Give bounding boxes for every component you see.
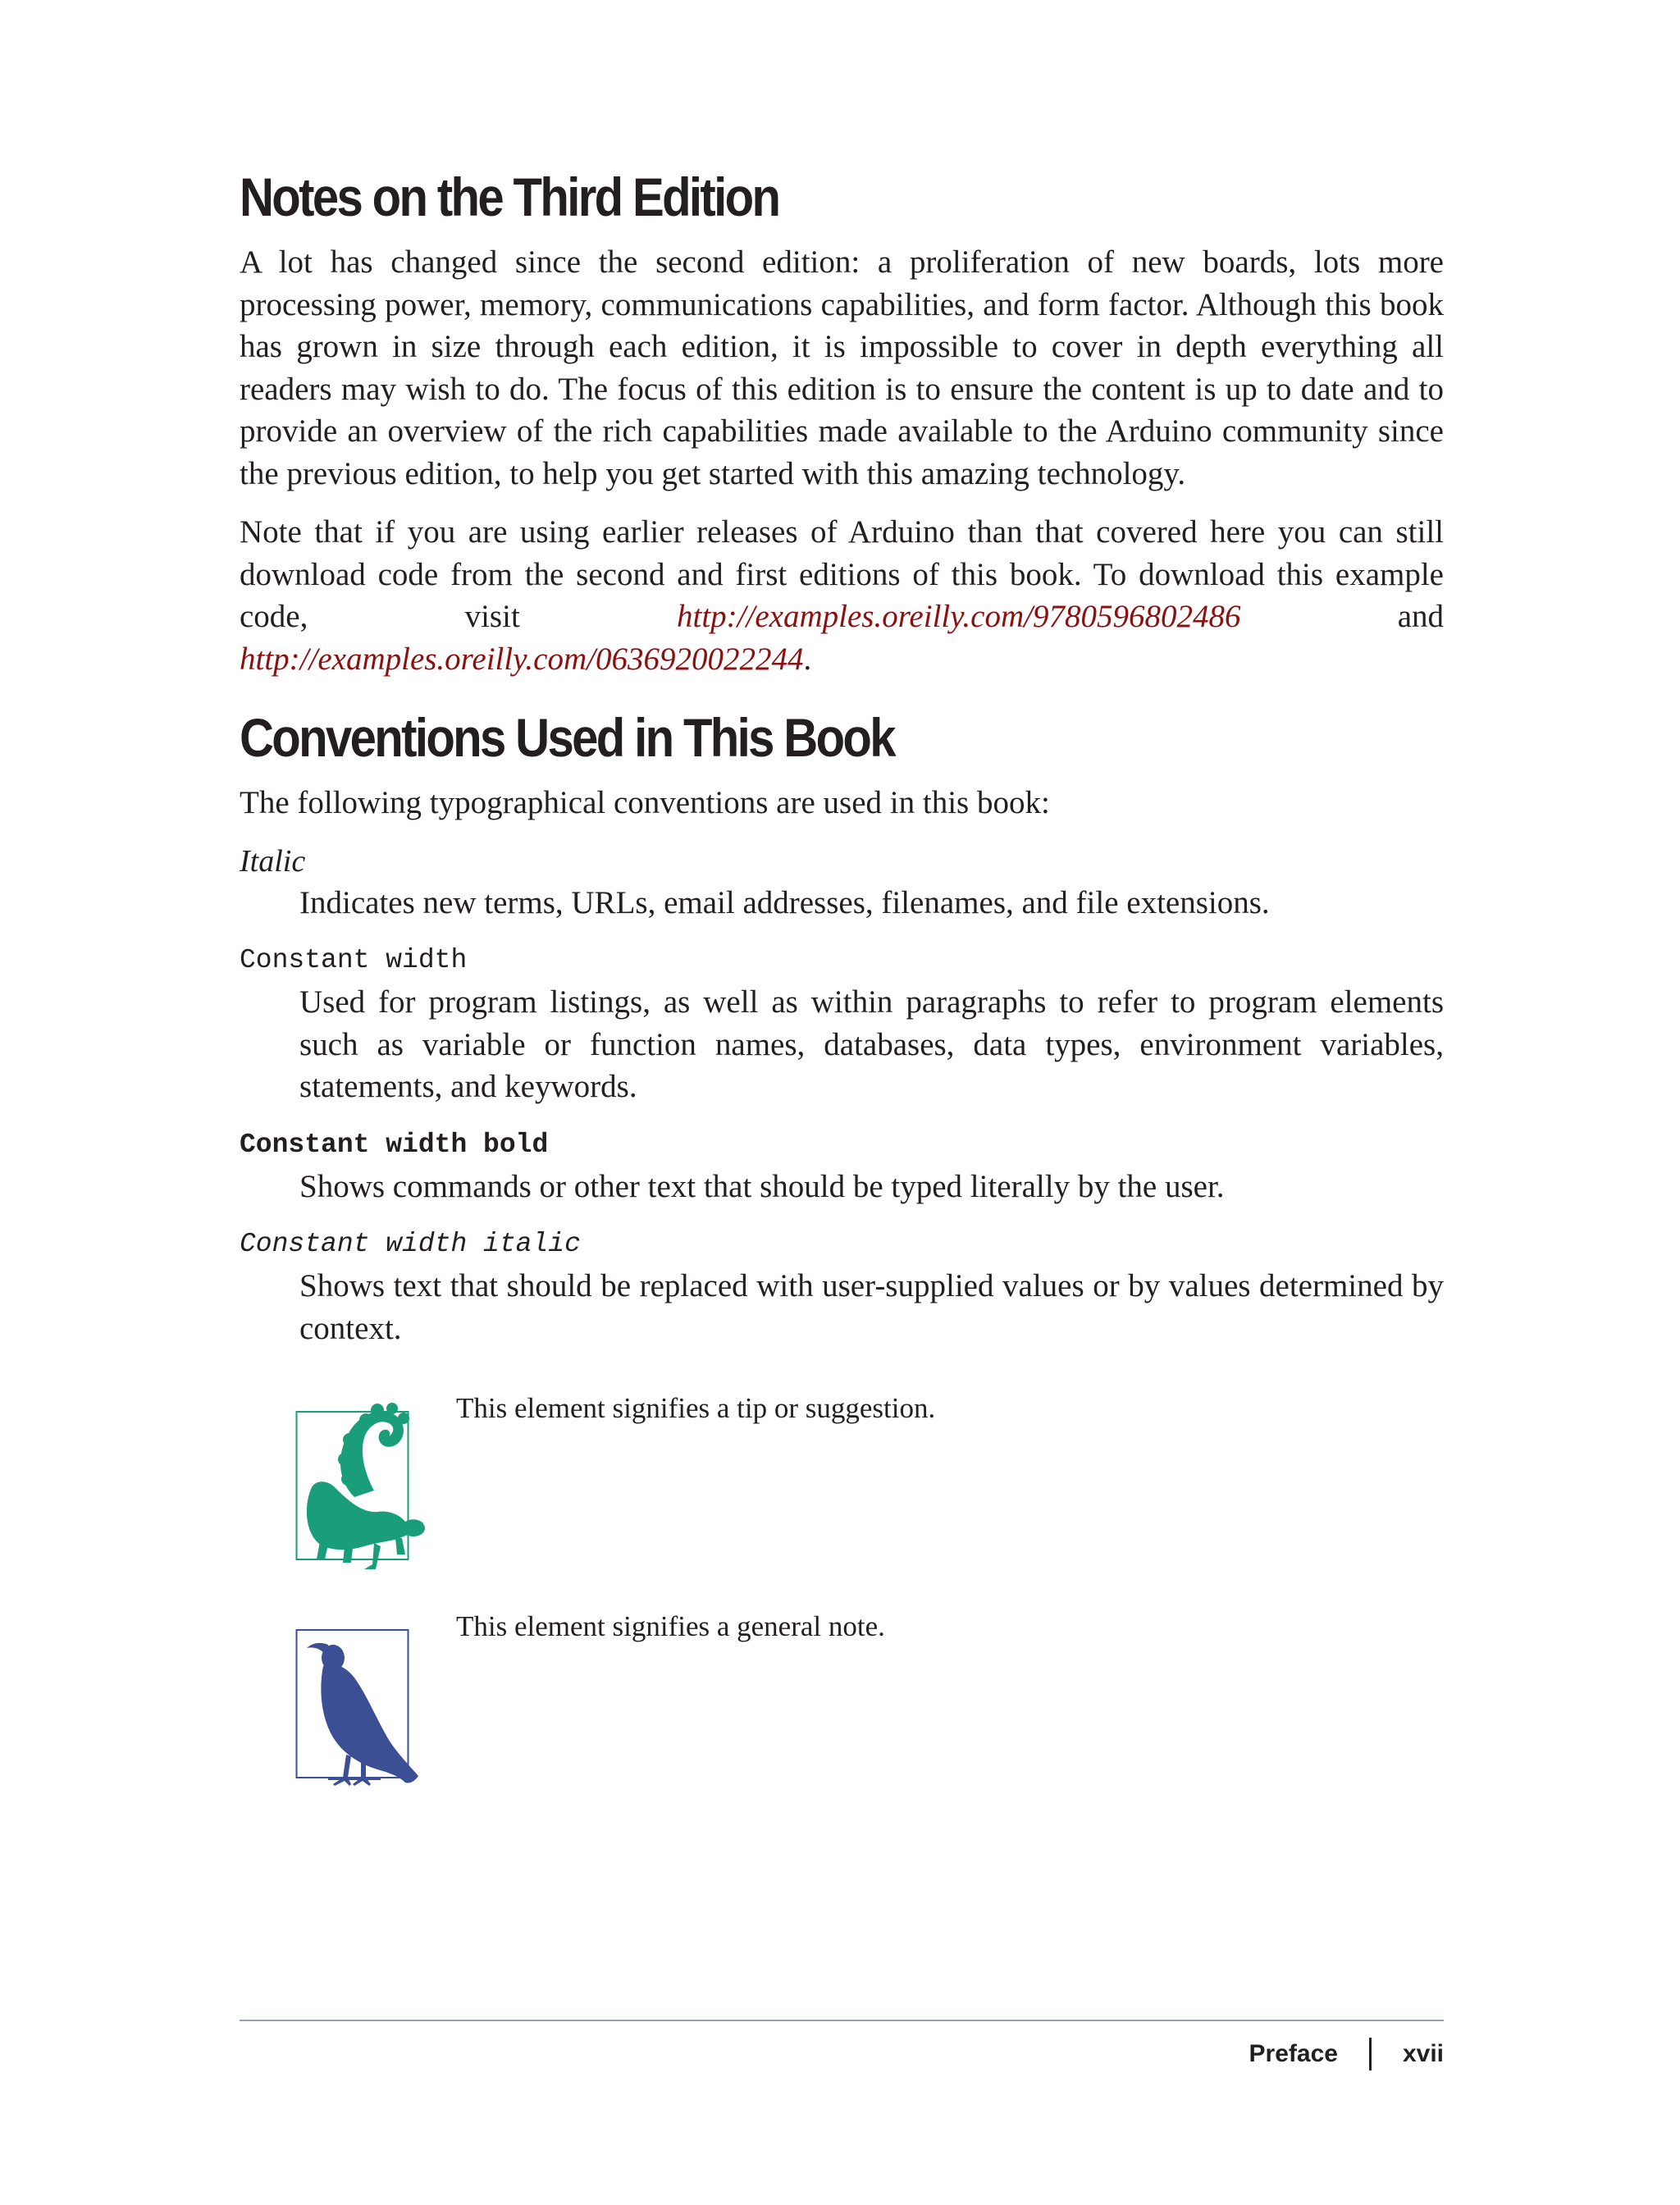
tip-text: This element signifies a tip or suggestion. xyxy=(456,1392,936,1424)
footer-page-number: xvii xyxy=(1402,2040,1444,2067)
note-admonition xyxy=(240,1609,1444,1791)
conventions-list xyxy=(240,841,1444,1350)
note-text: This element signifies a general note. xyxy=(456,1610,885,1642)
convention-term-constant-width-bold: Constant width bold xyxy=(240,1129,549,1160)
convention-desc-constant-width: Used for program listings, as well as within paragraphs to refer to program elements such as variable or function names, databases, data types, environment variables, statements, and keywords. xyxy=(299,984,1444,1104)
download-text-start: Note that if you are using earlier releases of Arduino than that covered here you can still download code from the second and first editions of this book. To download this example code, visit xyxy=(240,514,1444,634)
lemur-icon xyxy=(295,1390,427,1573)
page-footer xyxy=(1249,2038,1444,2070)
heading-conventions: Conventions Used in This Book xyxy=(240,707,894,768)
page-content xyxy=(240,164,1444,1791)
download-text-and: and xyxy=(1397,599,1445,634)
convention-term-constant-width-italic: Constant width italic xyxy=(240,1229,581,1259)
paragraph-download-code xyxy=(240,511,1444,680)
tip-admonition xyxy=(240,1390,1444,1573)
convention-desc-italic: Indicates new terms, URLs, email addresses, filenames, and file extensions. xyxy=(299,884,1270,920)
conventions-intro: The following typographical conventions are used in this book: xyxy=(240,785,1050,820)
examples-link-2[interactable]: http://examples.oreilly.com/0636920022244 xyxy=(240,641,804,677)
convention-term-italic: Italic xyxy=(240,843,306,879)
convention-term-constant-width: Constant width xyxy=(240,945,468,975)
footer-section-title: Preface xyxy=(1249,2040,1338,2067)
convention-desc-constant-width-bold: Shows commands or other text that should be typed literally by the user. xyxy=(299,1168,1225,1204)
heading-third-edition: Notes on the Third Edition xyxy=(240,167,779,227)
footer-divider xyxy=(240,2020,1444,2021)
paragraph-third-edition: A lot has changed since the second edition: a proliferation of new boards, lots more processing power, memory, communications capabilities, and form factor. Although this book has grown in size through each edition, it is impossible to cover in depth everything all readers may wish to do. The focus of this edition is to ensure the content is up to date and to provide an overview of the rich capabilities made available to the Arduino community since the previous edition, to help you get started with this amazing technology. xyxy=(240,244,1444,491)
crow-icon xyxy=(295,1609,427,1791)
footer-separator xyxy=(1369,2038,1372,2070)
examples-link-1[interactable]: http://examples.oreilly.com/9780596802486 xyxy=(677,599,1241,634)
convention-desc-constant-width-italic: Shows text that should be replaced with user-supplied values or by values determined by context. xyxy=(299,1268,1444,1346)
download-text-end: . xyxy=(803,641,812,677)
